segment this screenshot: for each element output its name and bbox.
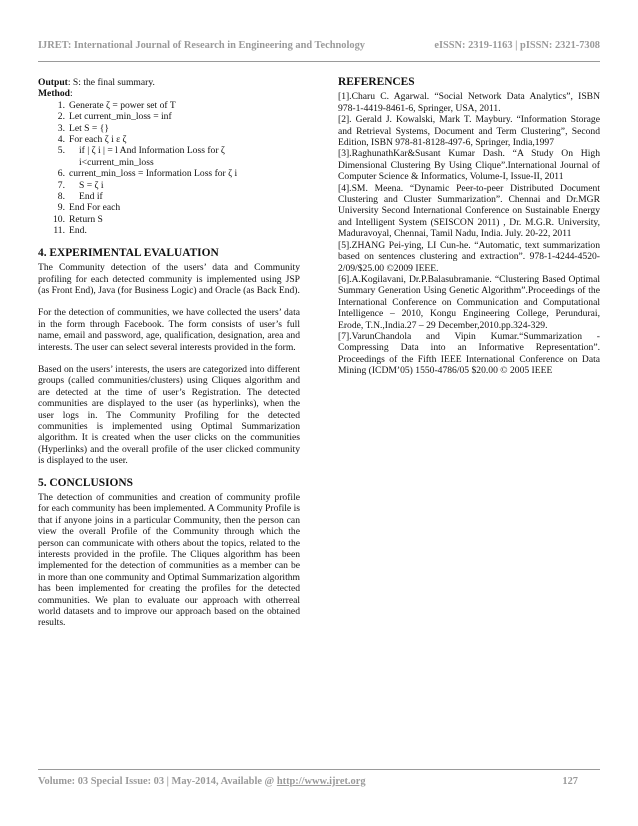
- footer-rule: [38, 769, 600, 770]
- step-number: 7.: [57, 179, 65, 191]
- algorithm-step: [38, 100, 300, 111]
- algorithm-step: [38, 225, 300, 236]
- references-heading: REFERENCES: [338, 76, 415, 88]
- algorithm-method: [38, 88, 300, 99]
- algorithm-output: [38, 77, 300, 88]
- step-number: 8.: [57, 191, 65, 203]
- step-text: End.: [69, 225, 87, 237]
- algorithm-steps: [38, 100, 300, 237]
- left-column: [38, 77, 300, 640]
- algorithm-step: [38, 180, 300, 191]
- journal-website-link[interactable]: http://www.ijret.org: [276, 776, 366, 787]
- step-text: Return S: [69, 213, 103, 225]
- step-number: 3.: [57, 122, 65, 134]
- step-number: 5.: [57, 145, 65, 157]
- algorithm-step: [38, 111, 300, 122]
- step-number: 10.: [53, 213, 65, 225]
- journal-title: IJRET: International Journal of Research in Engineering and Technology: [38, 40, 365, 51]
- algorithm-step: [38, 214, 300, 225]
- section-4-heading: 4. EXPERIMENTAL EVALUATION: [38, 246, 219, 259]
- step-text: if | ζ i | = l And Information Loss for ζ i<current_min_loss: [79, 145, 225, 168]
- step-number: 9.: [57, 202, 65, 214]
- algorithm-step: [38, 145, 300, 168]
- step-text: Let S = {}: [69, 122, 109, 134]
- output-text: : S: the final summary.: [67, 77, 155, 88]
- reference-item: [3].RaghunathKar&Susant Kumar Dash. “A Study On High Dimensional Clustering By Using Clique”.International Journal of Computer Science & Informatics, Volume-I, Issue-II, 2011: [338, 148, 600, 183]
- step-number: 4.: [57, 134, 65, 146]
- algorithm-step: [38, 168, 300, 179]
- reference-item: [1].Charu C. Agarwal. “Social Network Data Analytics”, ISBN 978-1-4419-8461-6, Springer, USA, 2011.: [338, 91, 600, 114]
- step-text: Let current_min_loss = inf: [69, 111, 172, 123]
- output-label: Output: [38, 77, 68, 88]
- right-column: [338, 77, 600, 377]
- step-number: 1.: [57, 99, 65, 111]
- header-rule: [38, 61, 600, 62]
- step-text: For each ζ i ε ζ: [69, 134, 127, 146]
- running-footer: [38, 776, 578, 787]
- step-text: S = ζ i: [79, 179, 104, 191]
- section-4-paragraph: The Community detection of the users’ data and Community profiling for each detected community is implemented using JSP (as Front End), Java (for Business Logic) and Oracle (as Back End).: [38, 262, 300, 296]
- section-4-paragraph: For the detection of communities, we have collected the users’ data in the form through Facebook. The form consists of user’s full name, email and password, age, qualification, designation, area and interests. The user can select several interests provided in the form.: [38, 307, 300, 353]
- algorithm-step: [38, 191, 300, 202]
- volume-text: Volume: 03 Special Issue: 03 | May-2014, Available @: [38, 776, 277, 787]
- step-text: current_min_loss = Information Loss for ζ i: [69, 168, 238, 180]
- section-5-paragraph: The detection of communities and creation of community profile for each community has been implemented. A Community Profile is that if anyone joins in a particular Community, then the person can view the overall Profile of the Community through which the person can communicate with others about the topics, related to the interests provided in the profile. The Cliques algorithm has been implemented for the detection of communities as a member can be in more than one community and Optimal Summarization algorithm has been implemented for creating the profiles for the detected communities. We plan to evaluate our approach with otherreal world datasets and to improve our approach based on the obtained results.: [38, 492, 300, 629]
- step-number: 6.: [57, 168, 65, 180]
- issn-text: eISSN: 2319-1163 | pISSN: 2321-7308: [434, 40, 600, 51]
- algorithm-step: [38, 134, 300, 145]
- algorithm-step: [38, 123, 300, 134]
- reference-item: [4].SM. Meena. “Dynamic Peer-to-peer Distributed Document Clustering and Cluster Summarization”. Chennai and Dr.MGR University Second International Conference on Sustainable Energy and Intelligent System (SEISCON 2011) , Dr. M.G.R. University, Maduravoyal, Chennai, Tamil Nadu, India. July. 20-22, 2011: [338, 182, 600, 240]
- reference-item: [6].A.Kogilavani, Dr.P.Balasubramanie. “Clustering Based Optimal Summary Generation Using Genetic Algorithm”.Proceedings of the International Conference on Communication and Computational Intelligence – 2010, Kongu Engineering College, Perundurai, Erode, T.N.,India.27 – 29 December,2010.pp.324-329.: [338, 273, 600, 331]
- step-text: End For each: [69, 202, 121, 214]
- section-5-heading: 5. CONCLUSIONS: [38, 476, 133, 489]
- reference-item: [7].VarunChandola and Vipin Kumar.“Summarization - Compressing Data into an Informative Representation”. Proceedings of the Fifth IEEE International Conference on Data Mining (ICDM’05) 1550-4786/05 $20.00 © 2005 IEEE: [338, 330, 600, 377]
- step-number: 2.: [57, 111, 65, 123]
- section-4-paragraph: Based on the users’ interests, the users are categorized into different groups (called communities/clusters) using Cliques algorithm and are detected at the time of user’s Registration. The detected communities are displayed to the user (as hyperlinks), when the user logs in. The Community Profiling for the detected communities is implemented using Optimal Summarization algorithm. It is created when the user clicks on the communities (Hyperlinks) and the overall profile of the user clicked community is displayed to the user.: [38, 363, 300, 467]
- reference-item: [5].ZHANG Pei-ying, LI Cun-he. “Automatic, text summarization based on sentences clustering and extraction”. 978-1-4244-4520-2/09/$25.00 ©2009 IEEE.: [338, 239, 600, 274]
- reference-item: [2]. Gerald J. Kowalski, Mark T. Maybury. “Information Storage and Retrieval Systems, Document and Term Clustering”, Second Edition, ISBN 978-81-8128-497-6, Springer, India,1997: [338, 114, 600, 149]
- step-number: 11.: [53, 225, 65, 237]
- page-number: 127: [562, 776, 578, 787]
- running-header: [38, 40, 600, 51]
- method-colon: :: [69, 88, 73, 100]
- step-text: Generate ζ = power set of T: [69, 99, 176, 111]
- footer-volume: [38, 776, 366, 787]
- method-label: Method: [38, 88, 70, 100]
- step-text: End if: [79, 191, 103, 203]
- algorithm-step: [38, 202, 300, 213]
